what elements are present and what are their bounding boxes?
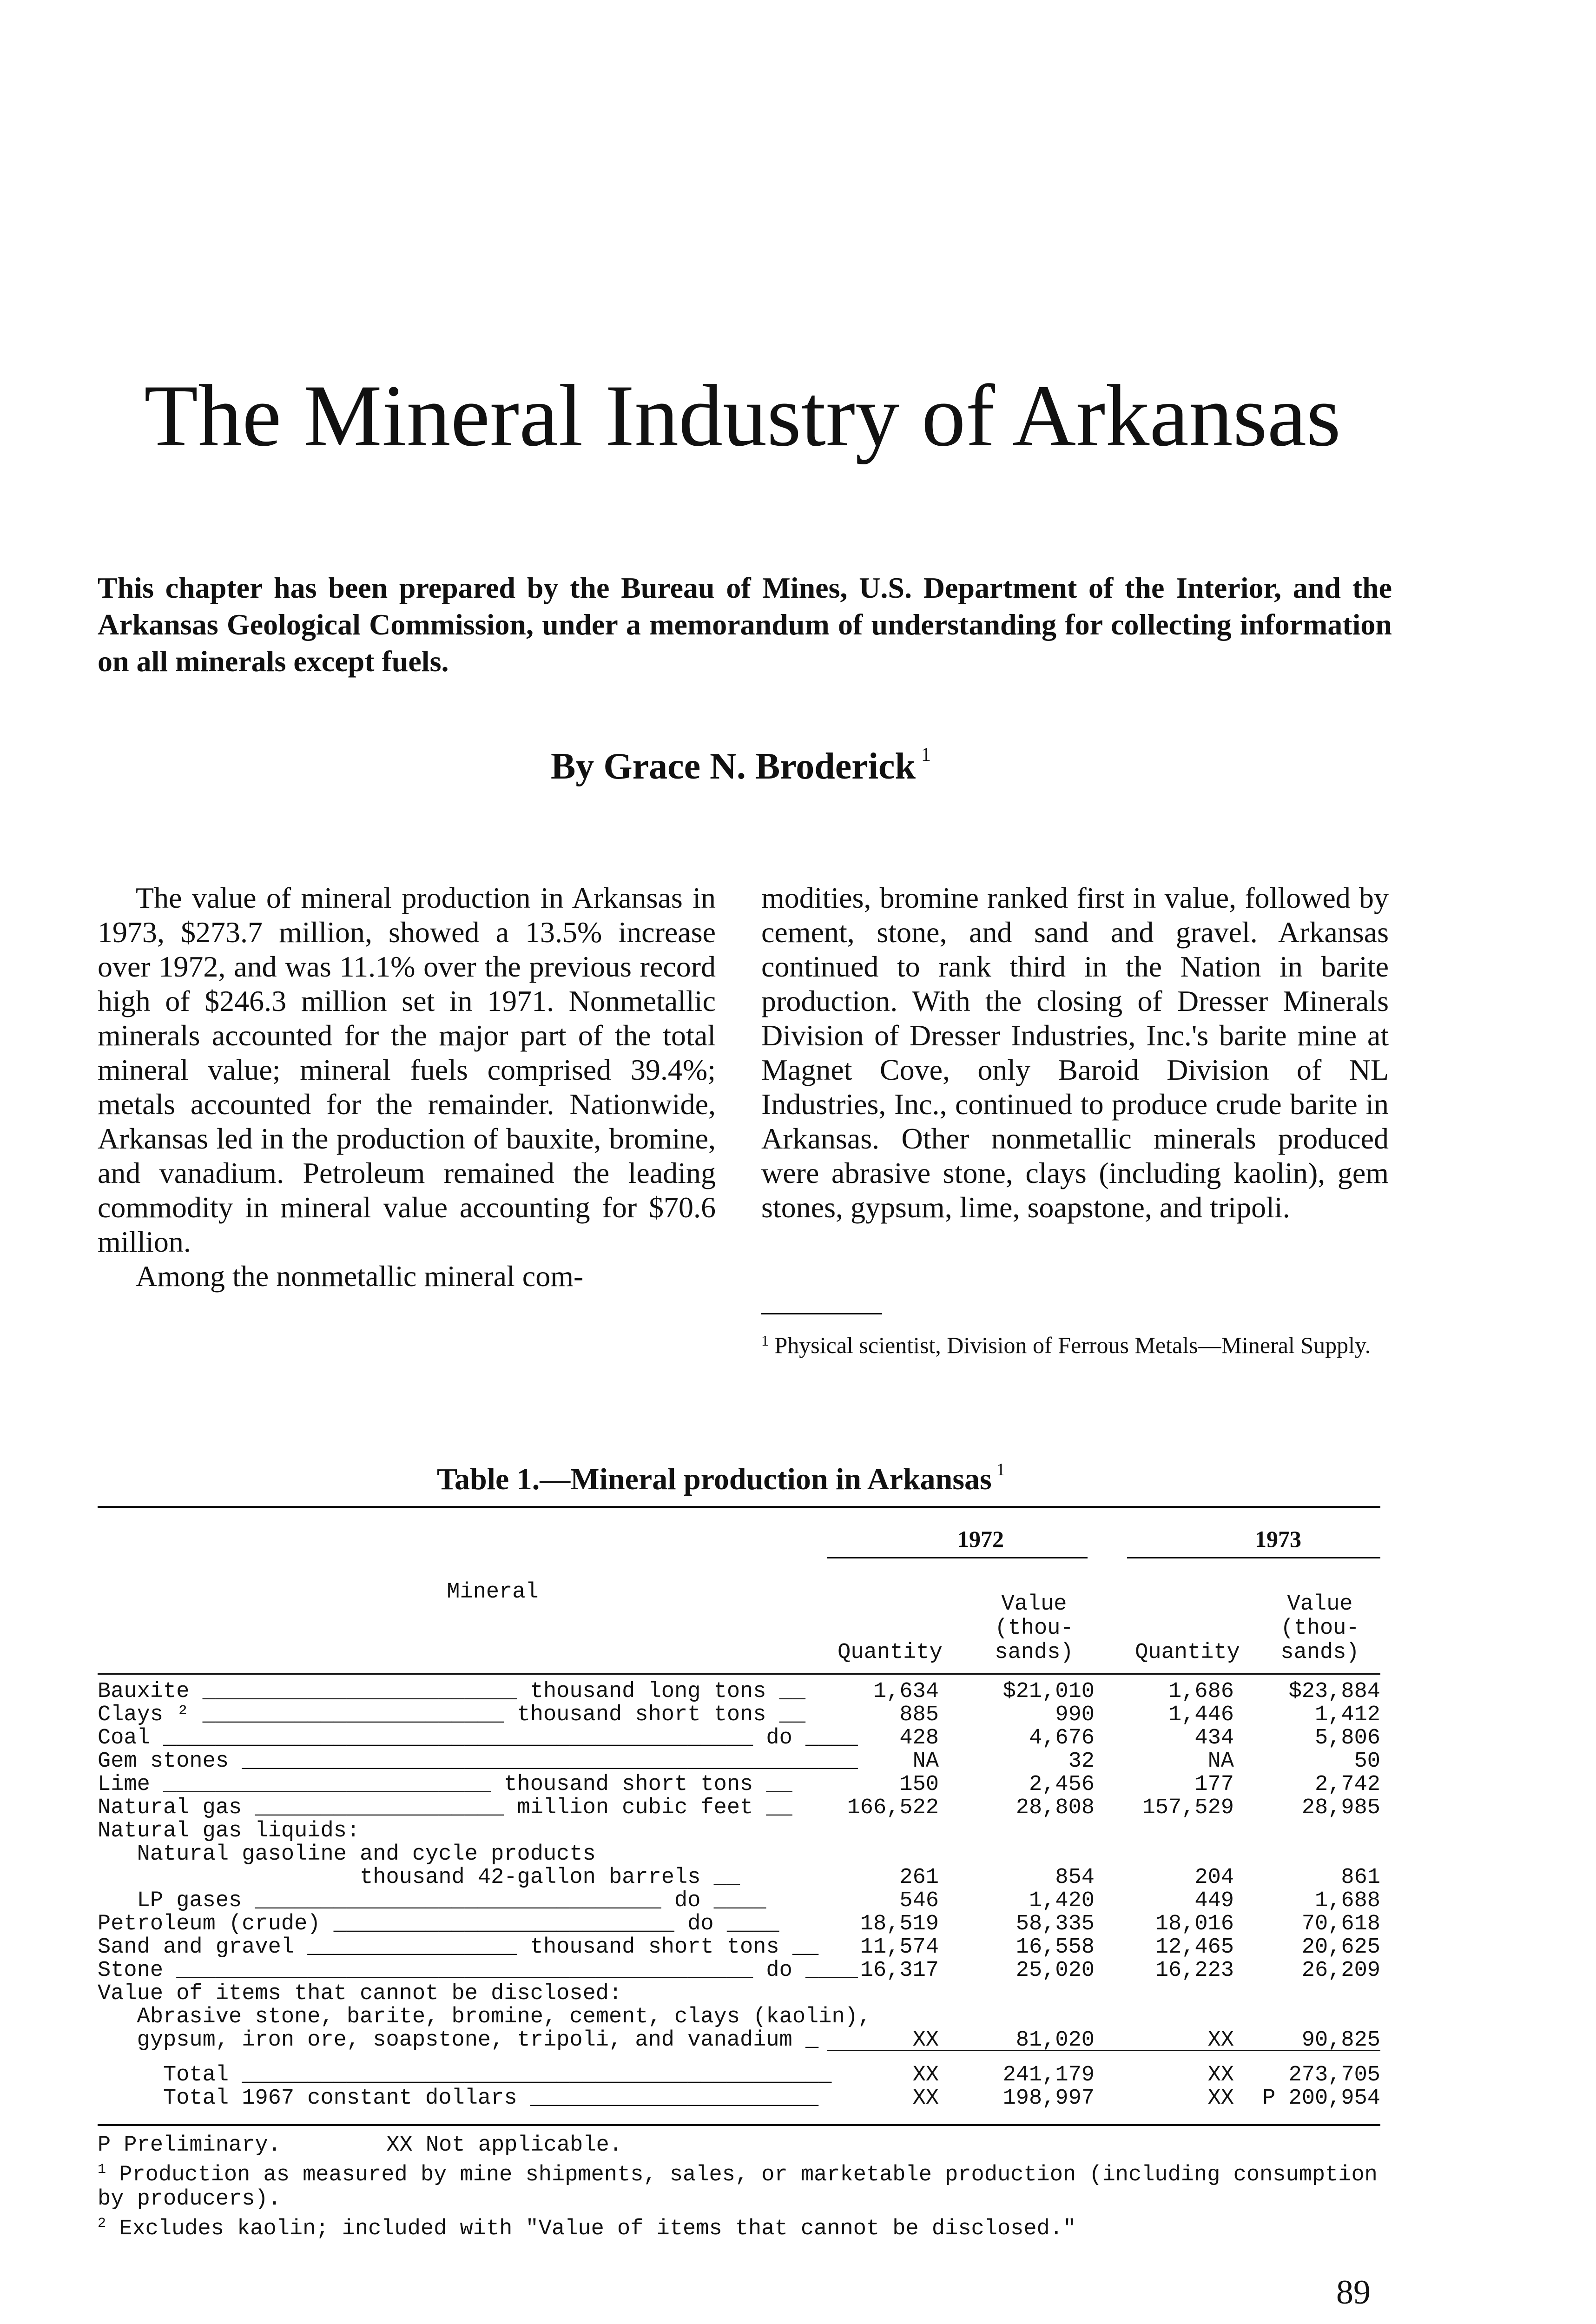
table-total-row: [98, 2087, 1380, 2110]
row-label: Sand and gravel ________________ thousand short tons __: [98, 1935, 819, 1960]
table-caption-mark: 1: [996, 1460, 1005, 1479]
value-1973: 26,209: [1301, 1958, 1380, 1983]
value-1972: 198,997: [1002, 2086, 1095, 2111]
quantity-1972: 166,522: [847, 1796, 939, 1820]
quantity-1973: XX: [1207, 2086, 1234, 2111]
value-1973: $23,884: [1288, 1679, 1380, 1704]
table-notes: [98, 2133, 1380, 2241]
body-column-left: [98, 881, 716, 1294]
value-1972: 28,808: [1016, 1796, 1095, 1820]
footnote-text: Physical scientist, Division of Ferrous Metals—Mineral Supply.: [774, 1332, 1371, 1358]
value-1973: 1,688: [1314, 1888, 1380, 1913]
header-value-1973: Value (thou- sands): [1280, 1592, 1359, 1665]
row-label: Petroleum (crude) __________________________ do ____: [98, 1912, 779, 1936]
value-1972: 16,558: [1016, 1935, 1095, 1960]
row-label: LP gases _______________________________ do ____: [98, 1888, 766, 1913]
value-1972: 2,456: [1029, 1772, 1095, 1797]
quantity-1972: 1,634: [873, 1679, 939, 1704]
table-row: [98, 2029, 1380, 2052]
value-1973: 1,412: [1314, 1703, 1380, 1727]
quantity-1973: 16,223: [1155, 1958, 1234, 1983]
footnote-mark: 1: [761, 1332, 769, 1349]
row-label: Natural gasoline and cycle products: [98, 1842, 596, 1867]
year-1972-rule: [827, 1557, 1088, 1558]
value-1973: P 200,954: [1262, 2086, 1380, 2111]
table-row: [98, 1727, 1380, 1750]
body-column-right: [761, 881, 1389, 1225]
page-number: 89: [1336, 2273, 1371, 2311]
note-text: Production as measured by mine shipments, sales, or marketable production (including consumption by producers).: [98, 2163, 1378, 2212]
row-label: Bauxite ________________________ thousand long tons __: [98, 1679, 806, 1704]
quantity-1972: 18,519: [860, 1912, 939, 1936]
body-paragraph: Among the nonmetallic mineral com-: [136, 1260, 584, 1293]
table-row: [98, 1889, 1380, 1913]
value-1972: 4,676: [1029, 1726, 1095, 1750]
quantity-1973: XX: [1207, 2063, 1234, 2087]
row-label: Value of items that cannot be disclosed:: [98, 1981, 622, 2006]
table-row: [98, 1820, 1380, 1843]
note-mark: 2: [98, 2216, 106, 2232]
quantity-1973: 177: [1194, 1772, 1234, 1797]
year-1973-rule: [1127, 1557, 1380, 1558]
row-label: Clays ² _______________________ thousand short tons __: [98, 1703, 806, 1727]
table-note-1: [98, 2158, 1380, 2212]
value-1973: 5,806: [1314, 1726, 1380, 1750]
quantity-1972: 546: [899, 1888, 939, 1913]
row-label: Lime _________________________ thousand short tons __: [98, 1772, 792, 1797]
value-1973: 50: [1354, 1749, 1380, 1774]
row-label: Total _____________________________________________: [98, 2063, 832, 2087]
quantity-1972: 16,317: [860, 1958, 939, 1983]
quantity-1972: 428: [899, 1726, 939, 1750]
note-symbols: [98, 2133, 1380, 2158]
header-year-1973: 1973: [1255, 1526, 1301, 1552]
value-1972: $21,010: [1002, 1679, 1095, 1704]
chapter-intro: This chapter has been prepared by the Bureau of Mines, U.S. Department of the Interior, and the Arkansas Geological Commission, under a memorandum of understanding for collecting information on all minerals except fuels.: [98, 571, 1392, 678]
body-paragraph: The value of mineral production in Arkansas in 1973, $273.7 million, showed a 13.5% increase over 1972, and was 11.1% over the previous record high of $246.3 million set in 1971. Nonmetallic minerals accounted for the major part of the total mineral value; mineral fuels comprised 39.4%; metals accounted for the remainder. Nationwide, Arkansas led in the production of bauxite, bromine, and vanadium. Petroleum remained the leading commodity in mineral value accounting for $70.6 million.: [98, 881, 716, 1258]
quantity-1973: 204: [1194, 1865, 1234, 1890]
table-total-row: [98, 2064, 1380, 2087]
footnote-divider: [761, 1313, 882, 1314]
quantity-1973: 12,465: [1155, 1935, 1234, 1960]
table-row: [98, 1959, 1380, 1982]
row-label: Natural gas ___________________ million cubic feet __: [98, 1796, 792, 1820]
quantity-1972: XX: [912, 2086, 939, 2111]
value-1973: 70,618: [1301, 1912, 1380, 1936]
header-quantity-1972: Quantity: [838, 1640, 943, 1665]
quantity-1973: 449: [1194, 1888, 1234, 1913]
row-label: Gem stones _______________________________________________: [98, 1749, 858, 1774]
table-row: [98, 1843, 1380, 1866]
page-title: The Mineral Industry of Arkansas: [144, 367, 1341, 465]
note-text: Excludes kaolin; included with "Value of items that cannot be disclosed.": [119, 2217, 1076, 2241]
row-label: thousand 42-gallon barrels __: [98, 1865, 740, 1890]
row-label: Total 1967 constant dollars ______________________: [98, 2086, 819, 2111]
value-1973: 273,705: [1288, 2063, 1380, 2087]
table-caption: [437, 1459, 1134, 1497]
quantity-1973: 1,686: [1168, 1679, 1234, 1704]
row-label: Stone ____________________________________________ do ____: [98, 1958, 858, 1983]
table-top-rule: [98, 1506, 1380, 1508]
value-1972: 1,420: [1029, 1888, 1095, 1913]
row-label: Coal _____________________________________________ do ____: [98, 1726, 858, 1750]
quantity-1972: 150: [899, 1772, 939, 1797]
value-1973: 2,742: [1314, 1772, 1380, 1797]
header-mineral: Mineral: [447, 1580, 539, 1604]
header-value-1972: Value (thou- sands): [995, 1592, 1074, 1665]
table-row: [98, 1773, 1380, 1796]
body-paragraph: modities, bromine ranked first in value, followed by cement, stone, and sand and gravel. Arkansas continued to rank third in the Nation in barite production. With the closing of Dresser Minerals Division of Dresser Industries, Inc.'s barite mine at Magnet Cove, only Baroid Division of NL Industries, Inc., continued to produce crude barite in Arkansas. Other nonmetallic minerals produced were abrasive stone, clays (including kaolin), gem stones, gypsum, lime, soapstone, and tripoli.: [761, 881, 1389, 1224]
byline-footnote-mark: 1: [921, 744, 931, 766]
row-label: Abrasive stone, barite, bromine, cement, clays (kaolin),: [98, 2005, 871, 2029]
quantity-1972: XX: [912, 2063, 939, 2087]
value-1972: 990: [1055, 1703, 1095, 1727]
quantity-1972: NA: [912, 1749, 939, 1774]
value-1973: 90,825: [1301, 2028, 1380, 2053]
total-rule: [827, 2050, 1380, 2051]
note-not-applicable: XX Not applicable.: [386, 2133, 622, 2158]
quantity-1972: 261: [899, 1865, 939, 1890]
note-mark: 1: [98, 2162, 106, 2178]
author-footnote: [761, 1327, 1389, 1359]
value-1973: 20,625: [1301, 1935, 1380, 1960]
table-row: [98, 1936, 1380, 1959]
table-bottom-rule: [98, 2124, 1380, 2126]
value-1972: 25,020: [1016, 1958, 1095, 1983]
table-row: [98, 2006, 1380, 2029]
value-1973: 861: [1341, 1865, 1380, 1890]
table-row: [98, 1866, 1380, 1889]
value-1972: 81,020: [1016, 2028, 1095, 2053]
table-row: [98, 1796, 1380, 1820]
quantity-1973: NA: [1207, 1749, 1234, 1774]
header-year-1972: 1972: [957, 1526, 1004, 1552]
row-label: gypsum, iron ore, soapstone, tripoli, and vanadium _: [98, 2028, 819, 2053]
quantity-1973: XX: [1207, 2028, 1234, 2053]
table-caption-text: Table 1.—Mineral production in Arkansas: [437, 1462, 992, 1496]
value-1972: 854: [1055, 1865, 1095, 1890]
table-row: [98, 1703, 1380, 1727]
header-bottom-rule: [98, 1673, 1380, 1675]
table-row: [98, 1982, 1380, 2006]
quantity-1973: 1,446: [1168, 1703, 1234, 1727]
quantity-1973: 18,016: [1155, 1912, 1234, 1936]
table-row: [98, 1750, 1380, 1773]
table-row: [98, 1680, 1380, 1703]
table-row: [98, 1913, 1380, 1936]
value-1973: 28,985: [1301, 1796, 1380, 1820]
value-1972: 58,335: [1016, 1912, 1095, 1936]
header-quantity-1973: Quantity: [1135, 1640, 1240, 1665]
table-note-2: [98, 2212, 1380, 2241]
value-1972: 241,179: [1002, 2063, 1095, 2087]
author-name: By Grace N. Broderick: [551, 746, 916, 787]
byline: [551, 744, 1108, 788]
quantity-1972: 11,574: [860, 1935, 939, 1960]
value-1972: 32: [1068, 1749, 1095, 1774]
quantity-1972: XX: [912, 2028, 939, 2053]
quantity-1973: 157,529: [1142, 1796, 1234, 1820]
quantity-1973: 434: [1194, 1726, 1234, 1750]
quantity-1972: 885: [899, 1703, 939, 1727]
note-preliminary: P Preliminary.: [98, 2133, 281, 2158]
row-label: Natural gas liquids:: [98, 1819, 360, 1843]
